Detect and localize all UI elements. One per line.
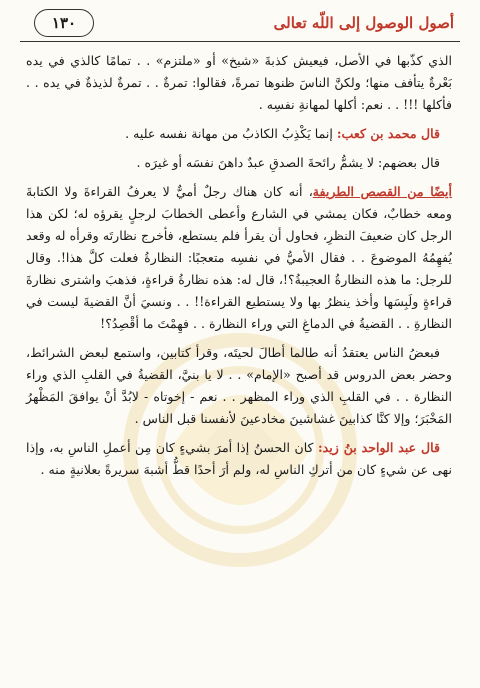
- page-number: ١٣٠: [34, 9, 94, 37]
- quote-source-label: قال محمد بن كعب:: [336, 126, 440, 141]
- paragraph-1: الذي كذّبها في الأصل، فيعيش كذبةَ «شيخ» أو «ملتزم» . . تمامًا كالذي في يده بَعْرةٌ يتأفف منها؛ ولكنَّ الناسَ ظنوها تمرةً، فقالوا: تمرةٌ . . تمرةٌ لذيذةٌ في يده . . فأكلها !!! . . نعم: أكلها لمهانةِ نفسِه .: [26, 53, 452, 112]
- paragraph-5: فبعضُ الناس يعتقدُ أنه طالما أطالَ لحيتَه، وقرأ كتابين، واستمع لبعض الشرائط، وحضر بعض الدروس قد أصبح «الإمام» . . لا يا بنيَّ، القضيةُ في القلبِ الذي وراء النظارة . . في القلبِ الذي وراء المظهر . . نعم - إخوتاه - لابُدَّ أنْ يوافقَ المَظْهرُ المَخْبَرَ؛ وإلا كنَّا كذابينَ غشاشينَ مخادعينَ لأنفسنا قبل الناس .: [26, 345, 452, 426]
- quote-source-label-2: قال عبد الواحد بنُ زيد:: [318, 440, 440, 455]
- running-title: أصول الوصول إلى اللّه تعالى: [273, 14, 454, 32]
- paragraph-6: [26, 437, 452, 481]
- paragraph-4: [26, 181, 452, 335]
- quote-text: إنما يَكْذِبُ الكاذبُ من مهانة نفسه عليه .: [125, 126, 337, 141]
- quote-text-2: كان الحسنُ إذا أمرَ بشيءٍ كان مِن أعملِ الناسِ به، وإذا نهى عن شيءٍ كان من أتركِ الناسِ له، ولم أرَ أحدًا قطُّ أشبهَ سريرةً بعلانيةٍ منه .: [26, 440, 452, 477]
- paragraph-3: قال بعضهم: لا يشمُّ رائحةَ الصدقِ عبدٌ داهنَ نفسَه أو غيرَه .: [136, 155, 440, 170]
- page-content: [26, 50, 452, 488]
- story-text: ، أنه كان هناك رجلٌ أميٌّ لا يعرفُ القراءةَ ولا الكتابةَ ومعه خطابٌ، فكان يمشي في الشارع وأعطى الخطابَ لرجلٍ يقرؤه له؛ لكن هذا الرجل كان ضعيفَ النظرِ، فحاول أن يقرأ فلم يستطع، فأخرج نظارتَه وقرأه له وقعد يُفهِمُهُ الموضوعَ . . فقال الأميُّ في نفسِه متعجبًا: النظارةُ فعلت كلَّ هذا!. وقال للرجل: ما هذه النظارةُ العجيبةُ؟!، قال له: هذه نظارةُ قراءةٍ، فذهبَ واشترى نظارةَ قراءةٍ ولَبِسَها وأخذ ينظرُ بها ولا يستطيع القراءة!! . . ونسيَ أنَّ القضيةَ ليست في النظارةِ . . القضيةُ في الدماغِ التي وراء النظارة . . فهِمْتَ ما أقْصِدُ؟!: [26, 184, 452, 331]
- story-heading-label: أيضًا من القصص الطريفة: [312, 184, 452, 199]
- page-header: [18, 8, 462, 40]
- paragraph-2: [26, 123, 452, 145]
- header-rule: [20, 41, 460, 42]
